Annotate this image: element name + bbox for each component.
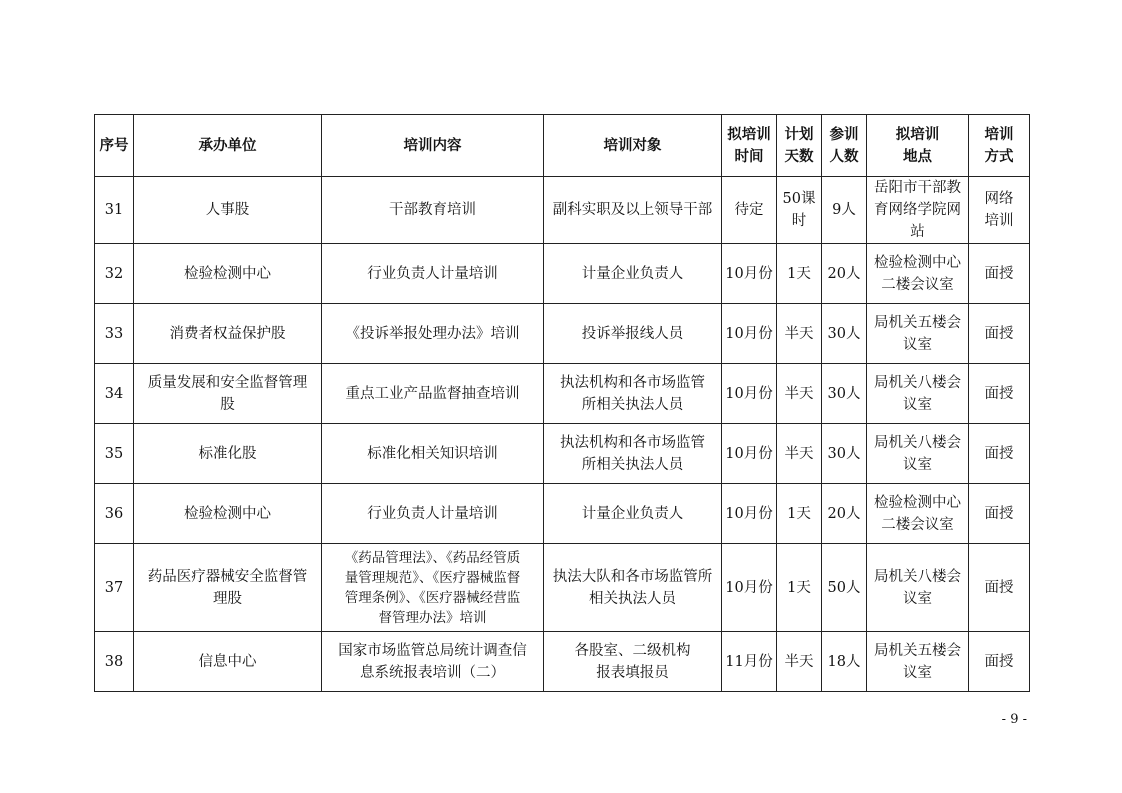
header-place bbox=[867, 115, 969, 177]
cell-method bbox=[969, 177, 1030, 244]
cell-line: 半天 bbox=[784, 325, 814, 342]
cell-line: 国家市场监管总局统计调查信 bbox=[338, 642, 527, 659]
cell-line: 报表填报员 bbox=[596, 664, 669, 681]
cell-people: 20人 bbox=[822, 484, 867, 544]
cell-days bbox=[777, 424, 822, 484]
cell-content bbox=[322, 304, 544, 364]
cell-days bbox=[777, 632, 822, 692]
cell-line: 执法大队和各市场监管所 bbox=[552, 568, 713, 585]
cell-days bbox=[777, 304, 822, 364]
cell-line: 承办单位 bbox=[198, 137, 257, 154]
cell-place bbox=[867, 484, 969, 544]
cell-line: 所相关执法人员 bbox=[581, 456, 684, 473]
cell-line: 育网络学院网 bbox=[874, 202, 961, 218]
cell-method bbox=[969, 544, 1030, 632]
cell-time: 10月份 bbox=[722, 484, 777, 544]
cell-line: 消费者权益保护股 bbox=[169, 325, 286, 342]
cell-line: 网络 bbox=[984, 191, 1014, 207]
cell-target bbox=[544, 304, 722, 364]
cell-content bbox=[322, 244, 544, 304]
cell-line: 检验检测中心 bbox=[184, 505, 271, 522]
cell-line: 检验检测中心 bbox=[874, 494, 961, 511]
cell-unit bbox=[134, 364, 322, 424]
cell-target bbox=[544, 244, 722, 304]
cell-place bbox=[867, 244, 969, 304]
cell-line: 50课 bbox=[782, 191, 816, 207]
cell-no: 33 bbox=[95, 304, 134, 364]
cell-days bbox=[777, 177, 822, 244]
cell-line: 时 bbox=[791, 213, 807, 229]
cell-content bbox=[322, 364, 544, 424]
table-row bbox=[95, 304, 1030, 364]
table-row bbox=[95, 632, 1030, 692]
cell-people: 20人 bbox=[822, 244, 867, 304]
cell-place bbox=[867, 177, 969, 244]
cell-line: 议室 bbox=[903, 336, 932, 353]
cell-line: 投诉举报线人员 bbox=[581, 325, 684, 342]
cell-unit bbox=[134, 484, 322, 544]
header-people bbox=[822, 115, 867, 177]
cell-line: 培训 bbox=[984, 126, 1014, 143]
cell-line: 参训 bbox=[829, 126, 859, 143]
cell-line: 培训内容 bbox=[403, 137, 462, 154]
cell-time: 10月份 bbox=[722, 424, 777, 484]
cell-line: 量管理规范》、《医疗器械监督 bbox=[344, 569, 521, 586]
header-time bbox=[722, 115, 777, 177]
header-content bbox=[322, 115, 544, 177]
cell-line: 议室 bbox=[903, 590, 932, 607]
cell-method bbox=[969, 484, 1030, 544]
cell-time: 待定 bbox=[722, 177, 777, 244]
cell-line: 局机关五楼会 bbox=[874, 642, 961, 659]
cell-line: 行业负责人计量培训 bbox=[367, 265, 498, 282]
cell-line: 面授 bbox=[984, 653, 1014, 670]
cell-content bbox=[322, 484, 544, 544]
cell-target bbox=[544, 177, 722, 244]
cell-days bbox=[777, 544, 822, 632]
cell-method bbox=[969, 304, 1030, 364]
cell-line: 副科实职及以上领导干部 bbox=[552, 202, 713, 218]
page-number: - 9 - bbox=[1001, 712, 1027, 727]
cell-line: 议室 bbox=[903, 456, 932, 473]
cell-no: 34 bbox=[95, 364, 134, 424]
cell-line: 方式 bbox=[984, 148, 1014, 165]
cell-days bbox=[777, 244, 822, 304]
cell-content bbox=[322, 632, 544, 692]
cell-target bbox=[544, 484, 722, 544]
cell-line: 检验检测中心 bbox=[184, 265, 271, 282]
cell-line: 岳阳市干部教 bbox=[874, 180, 961, 196]
cell-time: 11月份 bbox=[722, 632, 777, 692]
cell-line: 拟培训 bbox=[895, 126, 940, 143]
table-header-row bbox=[95, 115, 1030, 177]
cell-line: 重点工业产品监督抽查培训 bbox=[345, 385, 520, 402]
cell-line: 1天 bbox=[787, 505, 811, 522]
cell-line: 面授 bbox=[984, 505, 1014, 522]
cell-line: 督管理办法》培训 bbox=[378, 609, 487, 626]
cell-line: 议室 bbox=[903, 664, 932, 681]
cell-line: 《投诉举报处理办法》培训 bbox=[345, 325, 520, 342]
cell-line: 信息中心 bbox=[198, 653, 257, 670]
cell-method bbox=[969, 364, 1030, 424]
cell-people: 30人 bbox=[822, 364, 867, 424]
table-row bbox=[95, 484, 1030, 544]
cell-unit bbox=[134, 424, 322, 484]
cell-line: 执法机构和各市场监管 bbox=[560, 434, 705, 451]
cell-method bbox=[969, 632, 1030, 692]
cell-line: 计量企业负责人 bbox=[581, 265, 684, 282]
header-no bbox=[95, 115, 134, 177]
cell-people: 30人 bbox=[822, 304, 867, 364]
cell-line: 1天 bbox=[787, 265, 811, 282]
cell-line: 面授 bbox=[984, 325, 1014, 342]
cell-no: 32 bbox=[95, 244, 134, 304]
cell-line: 天数 bbox=[784, 148, 814, 165]
cell-place bbox=[867, 424, 969, 484]
cell-line: 拟培训 bbox=[727, 126, 771, 143]
cell-unit bbox=[134, 544, 322, 632]
cell-content bbox=[322, 424, 544, 484]
cell-line: 人数 bbox=[829, 148, 859, 165]
cell-no: 37 bbox=[95, 544, 134, 632]
cell-line: 行业负责人计量培训 bbox=[367, 505, 498, 522]
cell-line: 所相关执法人员 bbox=[581, 396, 684, 413]
cell-line: 半天 bbox=[784, 385, 814, 402]
cell-target bbox=[544, 544, 722, 632]
cell-line: 站 bbox=[910, 224, 925, 240]
cell-line: 局机关五楼会 bbox=[874, 314, 961, 331]
table-row bbox=[95, 544, 1030, 632]
cell-line: 议室 bbox=[903, 396, 932, 413]
cell-unit bbox=[134, 632, 322, 692]
cell-line: 面授 bbox=[984, 579, 1014, 596]
cell-line: 息系统报表培训（二） bbox=[360, 664, 505, 681]
cell-no: 35 bbox=[95, 424, 134, 484]
table-row bbox=[95, 364, 1030, 424]
cell-line: 二楼会议室 bbox=[881, 516, 954, 533]
cell-line: 检验检测中心 bbox=[874, 254, 961, 271]
cell-place bbox=[867, 544, 969, 632]
cell-days bbox=[777, 484, 822, 544]
cell-line: 计划 bbox=[784, 126, 814, 143]
cell-line: 管理条例》、《医疗器械经营监 bbox=[344, 589, 521, 606]
cell-line: 局机关八楼会 bbox=[874, 374, 961, 391]
cell-time: 10月份 bbox=[722, 304, 777, 364]
cell-no: 36 bbox=[95, 484, 134, 544]
cell-target bbox=[544, 424, 722, 484]
cell-place bbox=[867, 364, 969, 424]
cell-no: 38 bbox=[95, 632, 134, 692]
table-body bbox=[95, 177, 1030, 692]
cell-line: 培训 bbox=[984, 213, 1014, 229]
cell-line: 1天 bbox=[787, 579, 811, 596]
cell-line: 标准化股 bbox=[198, 445, 257, 462]
cell-place bbox=[867, 304, 969, 364]
header-unit bbox=[134, 115, 322, 177]
cell-time: 10月份 bbox=[722, 364, 777, 424]
table-row bbox=[95, 424, 1030, 484]
cell-line: 股 bbox=[220, 396, 235, 413]
cell-time: 10月份 bbox=[722, 544, 777, 632]
cell-line: 面授 bbox=[984, 265, 1014, 282]
cell-line: 标准化相关知识培训 bbox=[367, 445, 498, 462]
cell-people: 50人 bbox=[822, 544, 867, 632]
table-row bbox=[95, 177, 1030, 244]
header-target bbox=[544, 115, 722, 177]
cell-line: 序号 bbox=[99, 137, 129, 154]
cell-line: 干部教育培训 bbox=[389, 202, 476, 218]
cell-line: 计量企业负责人 bbox=[581, 505, 684, 522]
cell-no: 31 bbox=[95, 177, 134, 244]
cell-line: 半天 bbox=[784, 653, 814, 670]
cell-unit bbox=[134, 304, 322, 364]
cell-line: 局机关八楼会 bbox=[874, 434, 961, 451]
header-days bbox=[777, 115, 822, 177]
cell-line: 各股室、二级机构 bbox=[574, 642, 691, 659]
cell-line: 药品医疗器械安全监督管 bbox=[147, 568, 308, 585]
cell-line: 局机关八楼会 bbox=[874, 568, 961, 585]
cell-line: 相关执法人员 bbox=[589, 590, 676, 607]
cell-line: 面授 bbox=[984, 385, 1014, 402]
cell-target bbox=[544, 364, 722, 424]
cell-method bbox=[969, 424, 1030, 484]
cell-people: 30人 bbox=[822, 424, 867, 484]
cell-line: 理股 bbox=[213, 590, 242, 607]
cell-line: 面授 bbox=[984, 445, 1014, 462]
cell-content bbox=[322, 177, 544, 244]
cell-line: 半天 bbox=[784, 445, 814, 462]
cell-people: 18人 bbox=[822, 632, 867, 692]
cell-method bbox=[969, 244, 1030, 304]
cell-content bbox=[322, 544, 544, 632]
cell-time: 10月份 bbox=[722, 244, 777, 304]
training-plan-table bbox=[94, 114, 1030, 692]
cell-line: 时间 bbox=[734, 148, 764, 165]
cell-days bbox=[777, 364, 822, 424]
cell-line: 地点 bbox=[903, 148, 932, 165]
cell-line: 二楼会议室 bbox=[881, 276, 954, 293]
table-row bbox=[95, 244, 1030, 304]
cell-line: 《药品管理法》、《药品经管质 bbox=[344, 549, 521, 566]
header-method bbox=[969, 115, 1030, 177]
cell-line: 人事股 bbox=[205, 202, 250, 218]
cell-people: 9人 bbox=[822, 177, 867, 244]
cell-line: 培训对象 bbox=[603, 137, 662, 154]
cell-place bbox=[867, 632, 969, 692]
cell-unit bbox=[134, 177, 322, 244]
cell-line: 执法机构和各市场监管 bbox=[560, 374, 705, 391]
cell-unit bbox=[134, 244, 322, 304]
cell-line: 质量发展和安全监督管理 bbox=[147, 374, 308, 391]
cell-target bbox=[544, 632, 722, 692]
